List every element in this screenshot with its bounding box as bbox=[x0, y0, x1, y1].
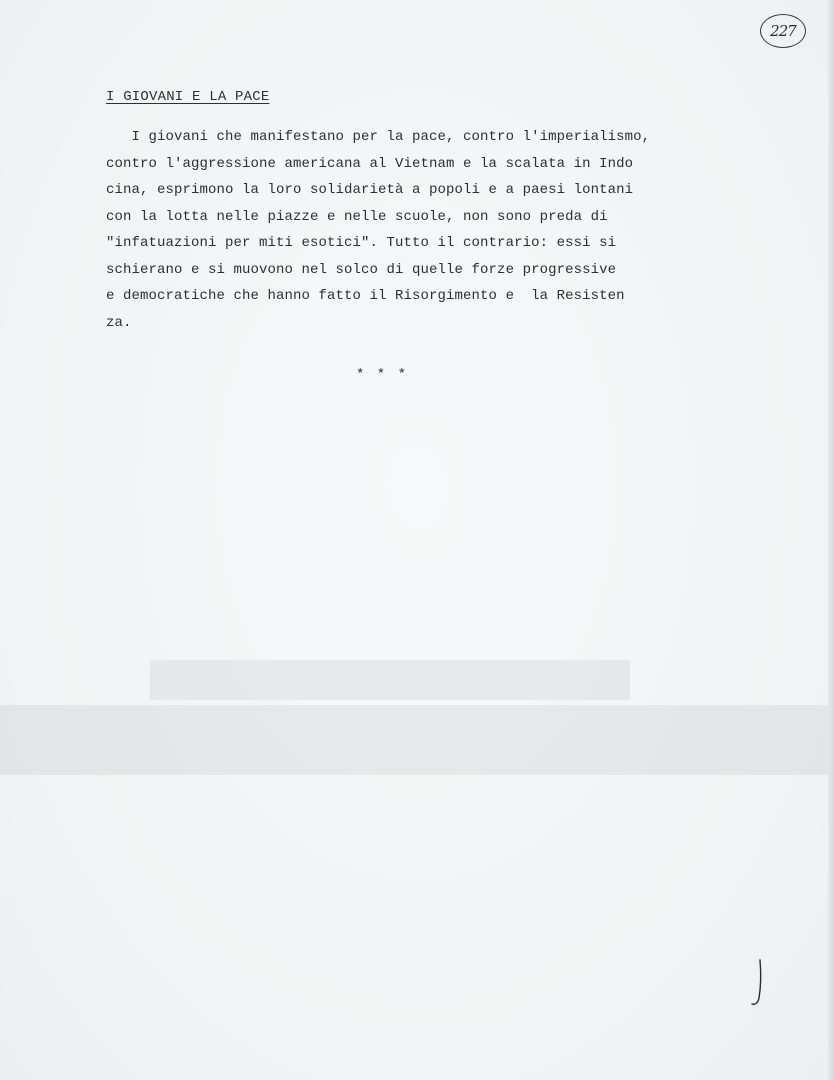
page-number-stamp: 227 bbox=[760, 14, 806, 48]
paragraph-line: schierano e si muovono nel solco di quelle forze progressive bbox=[106, 261, 617, 278]
paragraph-line: cina, esprimono la loro solidarietà a popoli e a paesi lontani bbox=[106, 182, 634, 198]
paragraph-line: contro l'aggressione americana al Vietnam e la scalata in Indo bbox=[106, 155, 634, 172]
paragraph-line: za. bbox=[106, 314, 132, 331]
paragraph-line: "infatuazioni per miti esotici". Tutto il contrario: essi si bbox=[106, 235, 617, 251]
paragraph-line: I giovani che manifestano per la pace, contro l'imperialismo, bbox=[106, 129, 651, 145]
document-title: I GIOVANI E LA PACE bbox=[106, 89, 270, 105]
reverse-side-bleed-through bbox=[0, 640, 834, 800]
paragraph-line: con la lotta nelle piazze e nelle scuole, non sono preda di bbox=[106, 208, 608, 225]
section-separator: * * * bbox=[356, 367, 409, 383]
page-edge bbox=[828, 0, 834, 1080]
pen-mark bbox=[748, 958, 768, 1008]
paragraph-line: e democratiche che hanno fatto il Risorgimento e la Resisten bbox=[106, 288, 625, 304]
body-paragraph bbox=[106, 124, 746, 336]
